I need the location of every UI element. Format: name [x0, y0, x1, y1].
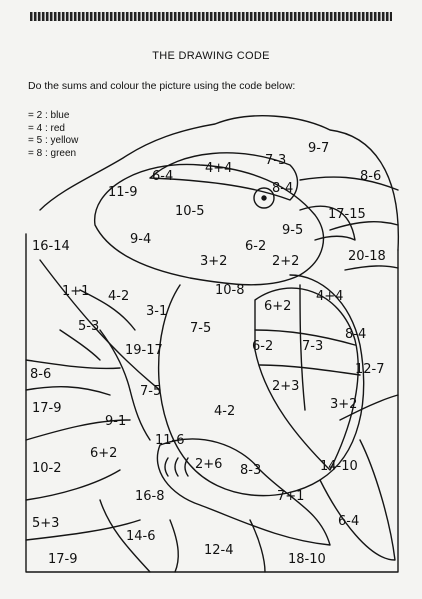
region-line-8: [170, 520, 178, 572]
sum-label: 6+2: [90, 446, 118, 461]
sum-label: 10-5: [175, 204, 205, 219]
tail-feathers: [320, 440, 395, 560]
code-entry-green: = 8 : green: [28, 147, 77, 159]
sum-label: 4-2: [214, 404, 236, 419]
sum-label: 4+4: [316, 289, 344, 304]
sum-label: 5-3: [78, 319, 100, 334]
sum-label: 14-6: [126, 529, 156, 544]
sum-label: 8-3: [240, 463, 262, 478]
region-line-13: [345, 266, 398, 270]
worksheet-title: THE DRAWING CODE: [152, 50, 270, 62]
sum-label: 7-3: [265, 153, 287, 168]
region-line-3: [26, 387, 110, 395]
sum-label: 6-4: [338, 514, 360, 529]
sum-label: 12-7: [355, 362, 385, 377]
sum-label: 6+2: [264, 299, 292, 314]
code-entry-yellow: = 5 : yellow: [28, 135, 79, 146]
claw-mid: [175, 458, 178, 476]
sum-label: 11-6: [155, 433, 185, 448]
eye-pupil: [262, 196, 266, 200]
sum-label: 16-8: [135, 489, 165, 504]
claw-left: [165, 458, 168, 476]
sum-label: 3+2: [330, 397, 358, 412]
sum-label: 3+2: [200, 254, 228, 269]
sum-label: 9-4: [130, 232, 152, 247]
sum-label: 17-9: [32, 401, 62, 416]
wing-split-2: [260, 365, 360, 375]
code-entry-red: = 4 : red: [28, 122, 65, 134]
sum-label: 7-3: [302, 339, 324, 354]
sum-label: 17-15: [328, 207, 366, 222]
sum-label: 2+2: [272, 254, 300, 269]
sum-label: 19-17: [125, 343, 163, 358]
sum-label: 9-7: [308, 141, 330, 156]
sum-label: 4-2: [108, 289, 130, 304]
sum-label: 6-4: [152, 169, 174, 184]
code-entry-blue: = 2 : blue: [28, 110, 70, 121]
sum-label: 7-5: [190, 321, 212, 336]
sum-label: 10-8: [215, 283, 245, 298]
sum-label: 7-5: [140, 384, 162, 399]
region-line-17: [60, 330, 100, 360]
instructions-text: Do the sums and colour the picture using the code below:: [28, 80, 296, 92]
sum-label: 14-10: [320, 459, 358, 474]
sum-label: 16-14: [32, 239, 70, 254]
sum-label: 18-10: [288, 552, 326, 567]
parrot-wing: [255, 288, 358, 470]
region-line-11: [300, 177, 398, 190]
sum-label: 10-2: [32, 461, 62, 476]
sum-label: 5+3: [32, 516, 60, 531]
sum-label: 8-6: [360, 169, 382, 184]
sum-label: 8-6: [30, 367, 52, 382]
sum-label: 17-9: [48, 552, 78, 567]
sum-label: 2+6: [195, 457, 223, 472]
sum-label: 6-2: [252, 339, 274, 354]
region-line-12: [330, 222, 398, 230]
sum-label: 11-9: [108, 185, 138, 200]
sum-label: 9-5: [282, 223, 304, 238]
sum-label: 6-2: [245, 239, 267, 254]
region-line-1: [40, 260, 160, 390]
upper-frame: [40, 116, 398, 250]
sum-label: 7+1: [277, 489, 305, 504]
sum-label: 12-4: [204, 543, 234, 558]
sum-label: 20-18: [348, 249, 386, 264]
sum-label: 1+1: [62, 284, 90, 299]
sum-label: 3-1: [146, 304, 168, 319]
sum-label: 2+3: [272, 379, 300, 394]
claw-right: [185, 458, 188, 476]
sum-label: 9-1: [105, 414, 127, 429]
sum-label: 8-4: [345, 327, 367, 342]
sum-label: 8-4: [272, 181, 294, 196]
sum-label: 4+4: [205, 161, 233, 176]
